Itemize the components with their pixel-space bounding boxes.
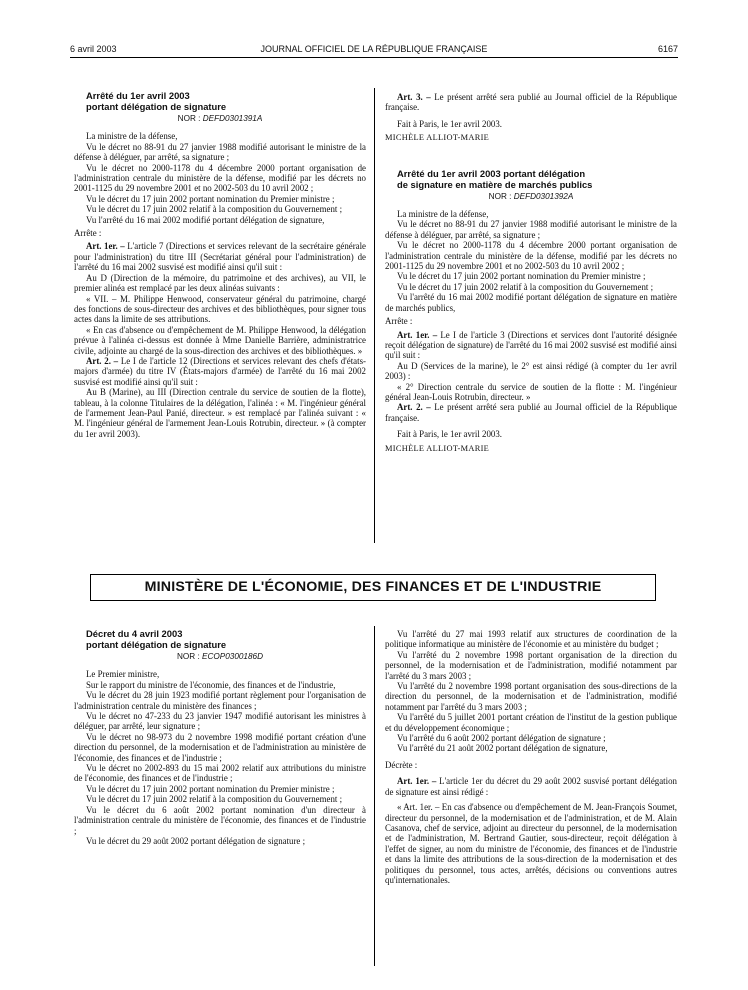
visa-paragraph: Vu le décret no 2000-1178 du 4 décembre 2000 portant organisation de l'administration centrale du ministère de la défense, modifié par les décrets no 2001-1125 du 29 novembre 2001 et no 2002-503 du 10 avril 2002 ; bbox=[385, 240, 677, 272]
arrete-2-visas bbox=[385, 209, 677, 313]
arrete-2-art2: Art. 2. – Le présent arrêté sera publié au Journal officiel de la République française. bbox=[385, 402, 677, 423]
visa-paragraph: Vu le décret no 98-973 du 2 novembre 1998 modifié portant création d'une direction du personnel, de la modernisation et de l'administration au ministère de l'économie, des finances et de l'industrie ; bbox=[74, 731, 366, 763]
arrete-2-art1-body bbox=[385, 361, 677, 403]
decret-visas-right bbox=[385, 629, 677, 754]
visa-paragraph: Vu le décret no 88-91 du 27 janvier 1988 modifié autorisant le ministre de la défense à déléguer, par arrêté, sa signature ; bbox=[74, 141, 366, 163]
arrete-1-art3: Art. 3. – Le présent arrêté sera publié au Journal officiel de la République française. bbox=[385, 92, 677, 113]
visa-paragraph: Vu l'arrêté du 16 mai 2002 modifié portant délégation de signature, bbox=[86, 214, 325, 225]
visa-paragraph: Vu l'arrêté du 16 mai 2002 modifié portant délégation de signature en matière de marchés publics, bbox=[385, 292, 677, 313]
body-paragraph: Au B (Marine), au III (Direction centrale du service de soutien de la flotte), tableau, à la colonne Titulaires de la délégation, l'alinéa : « M. l'ingénieur général de l'armement Jean-Paul Panié, directeur. » est remplacé par l'alinéa suivant : « M. l'ingénieur général de l'armement Jean-Louis Rotrubin, directeur. » (à compter du 1er avril 2003). bbox=[74, 387, 366, 439]
visa-paragraph: Le Premier ministre, bbox=[86, 669, 160, 680]
visa-paragraph: Vu l'arrêté du 21 août 2002 portant délégation de signature, bbox=[397, 743, 608, 754]
visa-paragraph: Vu le décret no 47-233 du 23 janvier 1947 modifié autorisant les ministres à déléguer, par arrêté, leur signature ; bbox=[74, 711, 366, 732]
arrete-2-fait: Fait à Paris, le 1er avril 2003. bbox=[397, 429, 502, 440]
decret-art1: Art. 1er. – L'article 1er du décret du 29 août 2002 susvisé portant délégation de signature est ainsi rédigé : bbox=[385, 776, 677, 797]
arrete-1-art2-body bbox=[74, 387, 366, 439]
arrete-1-signature: MICHÈLE ALLIOT-MARIE bbox=[385, 133, 490, 143]
arrete-2-title-line2: de signature en matière de marchés publics bbox=[397, 178, 593, 190]
decret-nor: NOR : ECOP0300186D bbox=[176, 652, 264, 661]
visa-paragraph: Vu le décret no 2000-1178 du 4 décembre 2000 portant organisation de l'administration centrale du ministère de la défense, modifié par les décrets no 2001-1125 du 29 novembre 2001 et no 2002-503 du 10 avril 2002 ; bbox=[74, 162, 366, 194]
arrete-1-art1: Art. 1er. – L'article 7 (Directions et services relevant de la secrétaire générale pour l'administration) du titre III (Secrétariat général pour l'administration) de l'arrêté du 16 mai 2002 susvisé est modifié ainsi qu'il suit : bbox=[74, 241, 366, 273]
body-paragraph: « En cas d'absence ou d'empêchement de M. Philippe Henwood, la délégation prévue à l'alinéa ci-dessus est donnée à Mme Danielle Barrière, administratrice civile, adjointe au chargé de la sous-direction des archives et des bibliothèques. » bbox=[74, 324, 366, 356]
arrete-1-nor: NOR : DEFD0301391A bbox=[177, 114, 263, 123]
decret-visas-left bbox=[74, 669, 366, 846]
body-paragraph: « 2° Direction centrale du service de soutien de la flotte : M. l'ingénieur général Jean-Louis Rotrubin, directeur. » bbox=[385, 381, 677, 402]
arrete-2-signature: MICHÈLE ALLIOT-MARIE bbox=[385, 443, 490, 453]
decret-title-line2: portant délégation de signature bbox=[86, 639, 227, 650]
visa-paragraph: Vu le décret du 17 juin 2002 relatif à la composition du Gouvernement ; bbox=[397, 281, 654, 292]
arrete-1-art2: Art. 2. – Le I de l'article 12 (Directions et services relevant des chefs d'états-majors d'armée) du titre IV (États-majors d'armée) de l'arrêté du 16 mai 2002 susvisé est modifié ainsi qu'il suit : bbox=[74, 355, 366, 387]
visa-paragraph: Vu le décret du 17 juin 2002 portant nomination du Premier ministre ; bbox=[86, 783, 335, 794]
visa-paragraph: Sur le rapport du ministre de l'économie, des finances et de l'industrie, bbox=[86, 679, 336, 690]
visa-paragraph: Vu l'arrêté du 5 juillet 2001 portant création de l'institut de la gestion publique et du développement économique ; bbox=[385, 712, 677, 733]
visa-paragraph: Vu le décret du 17 juin 2002 relatif à la composition du Gouvernement ; bbox=[86, 794, 343, 805]
arrete-2-arrete: Arrête : bbox=[385, 316, 413, 327]
visa-paragraph: Vu le décret du 28 juin 1923 modifié portant règlement pour l'organisation de l'administration centrale du ministère des finances ; bbox=[74, 690, 366, 711]
visa-paragraph: Vu l'arrêté du 6 août 2002 portant délégation de signature ; bbox=[397, 733, 606, 744]
visa-paragraph: Vu l'arrêté du 2 novembre 1998 portant organisation des sous-directions de la direction du personnel, de la modernisation et de l'administration, modifié notamment par l'arrêté du 3 mars 2003 ; bbox=[385, 681, 677, 712]
header-rule bbox=[70, 57, 678, 58]
column-divider-top bbox=[374, 88, 375, 543]
visa-paragraph: Vu le décret du 6 août 2002 portant nomination d'un directeur à l'administration centrale du ministère de l'économie, des finances et de l'industrie ; bbox=[74, 804, 366, 836]
body-paragraph: Au D (Direction de la mémoire, du patrimoine et des archives), au VII, le premier alinéa est remplacé par les deux alinéas suivants : bbox=[74, 272, 366, 294]
arrete-1-art1-body bbox=[74, 273, 366, 356]
arrete-1 bbox=[74, 90, 366, 439]
visa-paragraph: Vu le décret du 29 août 2002 portant délégation de signature ; bbox=[86, 835, 306, 846]
arrete-1-fait: Fait à Paris, le 1er avril 2003. bbox=[397, 118, 502, 129]
arrete-2-title-line1: Arrêté du 1er avril 2003 portant délégation bbox=[397, 167, 586, 179]
decret-art1-quote: « Art. 1er. – En cas d'absence ou d'empêchement de M. Jean-François Soumet, directeur du personnel, de la modernisation et de l'administration, et de M. Alain Casanova, chef de service, adjoint au directeur du personnel, de la modernisation et de l'administration, M. Bertrand Gautier, sous-directeur, reçoit délégation à l'effet de signer, au nom du ministre de l'économie, des finances et de l'industrie et dans la limite des attributions de la sous-direction de la modernisation et des politiques du personnel, tous actes, arrêtés, décisions ou conventions autres qu'internationales. bbox=[385, 802, 677, 885]
body-paragraph: « VII. – M. Philippe Henwood, conservateur général du patrimoine, chargé des fonctions de sous-directeur des archives et des bibliothèques, pour signer tous actes dans la limite de ses attributions. bbox=[74, 293, 366, 325]
visa-paragraph: Vu l'arrêté du 27 mai 1993 relatif aux structures de coordination de la politique informatique au ministère de l'économie et au ministère du budget ; bbox=[385, 629, 677, 650]
arrete-1-visas bbox=[74, 131, 366, 225]
arrete-1-continued bbox=[385, 92, 677, 458]
decret bbox=[74, 628, 366, 846]
header-journal: JOURNAL OFFICIEL DE LA RÉPUBLIQUE FRANÇAISE bbox=[260, 44, 488, 54]
header-date: 6 avril 2003 bbox=[70, 44, 117, 54]
decret-title-line1: Décret du 4 avril 2003 bbox=[86, 628, 183, 639]
ministry-banner: MINISTÈRE DE L'ÉCONOMIE, DES FINANCES ET DE L'INDUSTRIE bbox=[90, 574, 656, 601]
visa-paragraph: Vu le décret du 17 juin 2002 portant nomination du Premier ministre ; bbox=[397, 271, 646, 282]
arrete-1-arrete: Arrête : bbox=[74, 228, 102, 239]
visa-paragraph: Vu l'arrêté du 2 novembre 1998 portant organisation de la direction du personnel, de la modernisation et de l'administration, modifié notamment par l'arrêté du 3 mars 2003 ; bbox=[385, 649, 677, 681]
column-divider-bottom bbox=[374, 626, 375, 966]
visa-paragraph: Vu le décret no 2002-893 du 15 mai 2002 relatif aux attributions du ministre de l'économie, des finances et de l'industrie ; bbox=[74, 763, 366, 784]
arrete-2-art1: Art. 1er. – Le I de l'article 3 (Directions et services dont l'autorité désignée reçoit délégation de signature) de l'arrêté du 16 mai 2002 susvisé est modifié ainsi qu'il suit : bbox=[385, 329, 677, 361]
visa-paragraph: La ministre de la défense, bbox=[397, 209, 489, 220]
body-paragraph: Au D (Services de la marine), le 2° est ainsi rédigé (à compter du 1er avril 2003) : bbox=[385, 360, 677, 382]
visa-paragraph: Vu le décret no 88-91 du 27 janvier 1988 modifié autorisant le ministre de la défense à déléguer, par arrêté, sa signature ; bbox=[385, 219, 677, 240]
visa-paragraph: La ministre de la défense, bbox=[86, 131, 178, 142]
header-page: 6167 bbox=[657, 44, 678, 54]
arrete-1-title-line2: portant délégation de signature bbox=[86, 101, 227, 112]
decret-decrete: Décrète : bbox=[385, 759, 418, 770]
visa-paragraph: Vu le décret du 17 juin 2002 portant nomination du Premier ministre ; bbox=[86, 193, 335, 204]
arrete-1-title-line1: Arrêté du 1er avril 2003 bbox=[86, 90, 190, 101]
visa-paragraph: Vu le décret du 17 juin 2002 relatif à la composition du Gouvernement ; bbox=[86, 204, 343, 215]
decret-continued bbox=[385, 629, 677, 885]
arrete-2-nor: NOR : DEFD0301392A bbox=[488, 191, 574, 201]
